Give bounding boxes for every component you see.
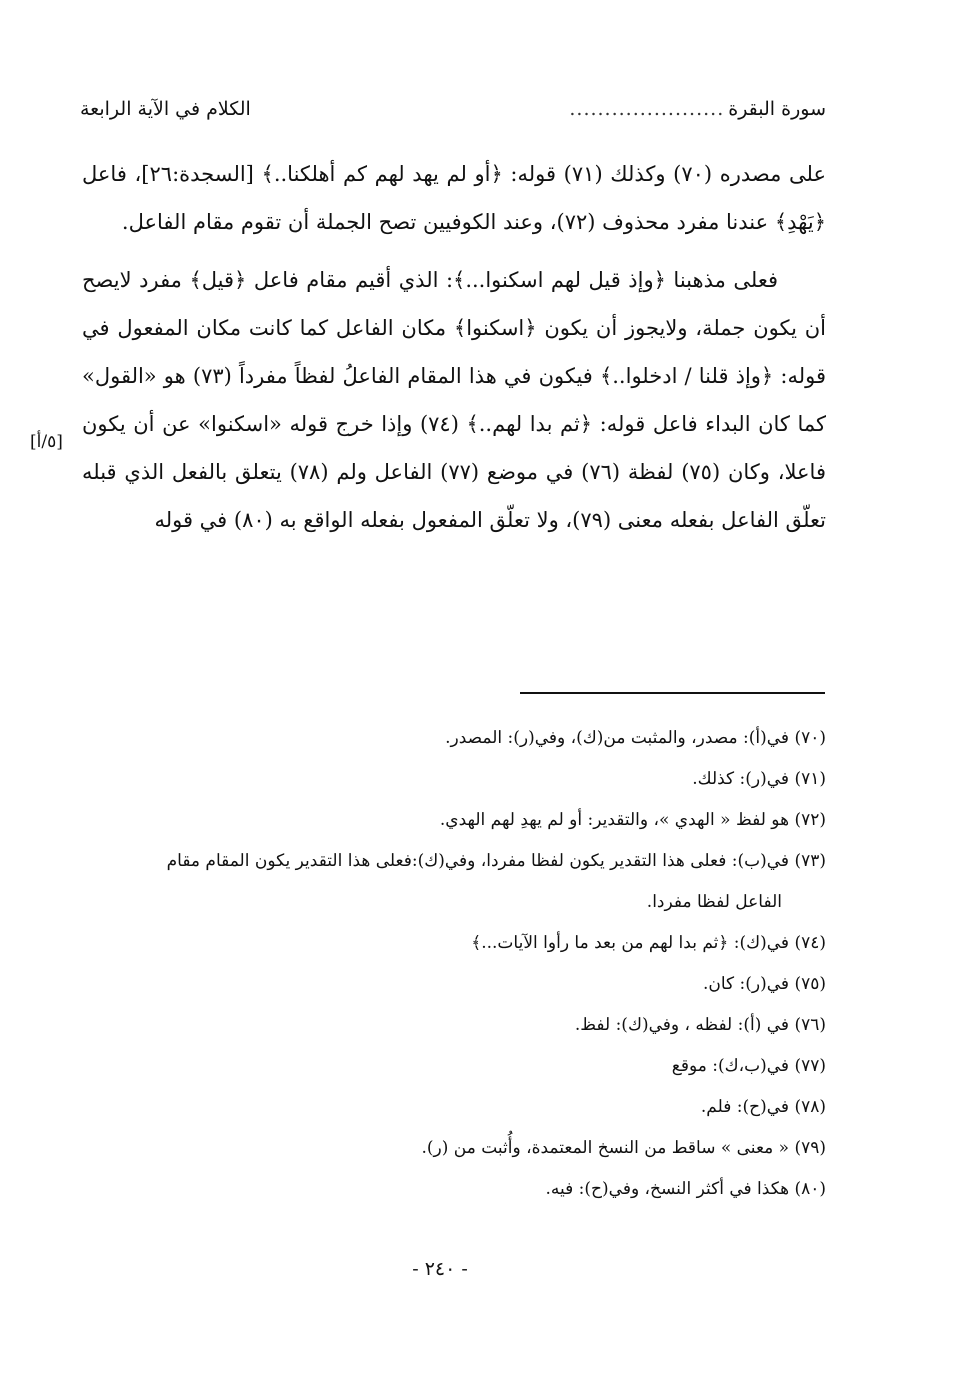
footnotes xyxy=(82,718,826,1210)
footnote-separator xyxy=(520,692,825,694)
footnote-71: (٧١) في(ر): كذلك. xyxy=(692,769,826,789)
footnote-73 xyxy=(82,841,826,923)
footnote-70: (٧٠) في(أ): مصدر، والمثبت من(ك)، وفي(ر): المصدر. xyxy=(445,728,826,748)
footnote-77: (٧٧) في(ب،ك): موقع xyxy=(671,1056,826,1076)
footnote-73-continuation: الفاعل لفظا مفردا. xyxy=(646,892,782,912)
text-line: على مصدره (٧٠) وكذلك (٧١) قوله: ﴿أو لم يهد لهم كم أهلكنا..﴾ [السجدة:٢٦]، xyxy=(134,162,827,186)
header-leader-dots: ...................... xyxy=(569,98,725,120)
footnote-73-text: (٧٣) في(ب): فعلى هذا التقدير يكون لفظا مفردا، وفي(ك):فعلى هذا التقدير يكون المقام مقام xyxy=(166,851,826,871)
text-line: المفعول في قوله: ﴿وإذ قلنا / ادخلوا..﴾ فيكون في هذا المقام الفاعلُ لفظاً مفرداً (٧٣) xyxy=(82,316,826,388)
running-header xyxy=(80,98,826,130)
text-line: عن أن يكون فاعلا، وكان (٧٥) لفظة (٧٦) في موضع (٧٧) الفاعل ولم (٧٨) يتعلق بالفعل xyxy=(82,412,826,484)
text-line: الذي قبله تعلّق الفاعل بفعله معنى (٧٩)، ولا تعلّق المفعول بفعله الواقع به (٨٠) في قوله xyxy=(82,460,826,532)
footnote-75: (٧٥) في(ر): كان. xyxy=(702,974,826,994)
paragraph-2 xyxy=(82,256,826,544)
text-line: فعلى مذهبنا ﴿وإذ قيل لهم اسكنوا...﴾: الذي أقيم مقام فاعل ﴿قيل﴾ مفرد xyxy=(139,268,778,292)
footnote-80: (٨٠) هكذا في أكثر النسخ، وفي(ح): فيه. xyxy=(545,1179,826,1199)
main-text xyxy=(82,150,826,544)
footnote-78: (٧٨) في(ح): فلم. xyxy=(700,1097,826,1117)
header-topic: الكلام في الآية الرابعة xyxy=(80,98,251,120)
footnote-72: (٧٢) هو لفظ « الهدي »، والتقدير: أو لم يهدِ لهم الهدي. xyxy=(439,810,826,830)
text-line: هو «القول» كما كان البداء فاعل قوله: ﴿ثم بدا لهم..﴾ (٧٤) وإذا خرج قوله «اسكنوا» xyxy=(82,364,826,436)
manuscript-folio-marker: [٥/أ] xyxy=(30,432,63,452)
footnote-74: (٧٤) في(ك): ﴿ثم بدا لهم من بعد ما رأوا الآيات...﴾ xyxy=(471,933,826,953)
header-surah-name: سورة البقرة xyxy=(728,98,826,120)
page-number: - ٢٤٠ - xyxy=(412,1258,468,1280)
footnote-76: (٧٦) في (أ): لفظه ، وفي(ك): لفظ. xyxy=(574,1015,826,1035)
paragraph-1 xyxy=(82,150,826,246)
footnote-79: (٧٩) « معنى » ساقط من النسخ المعتمدة، وأُثبت من (ر). xyxy=(421,1138,826,1158)
text-line: الفاعل. xyxy=(121,210,187,234)
text-line: فاعل ﴿يَهْدِ﴾ عندنا مفرد محذوف (٧٢)، وعند الكوفيين تصح الجملة أن تقوم مقام xyxy=(82,162,826,234)
text-line: لايصح أن يكون جملة، ولايجوز أن يكون ﴿اسكنوا﴾ مكان الفاعل كما كانت مكان xyxy=(82,268,827,340)
